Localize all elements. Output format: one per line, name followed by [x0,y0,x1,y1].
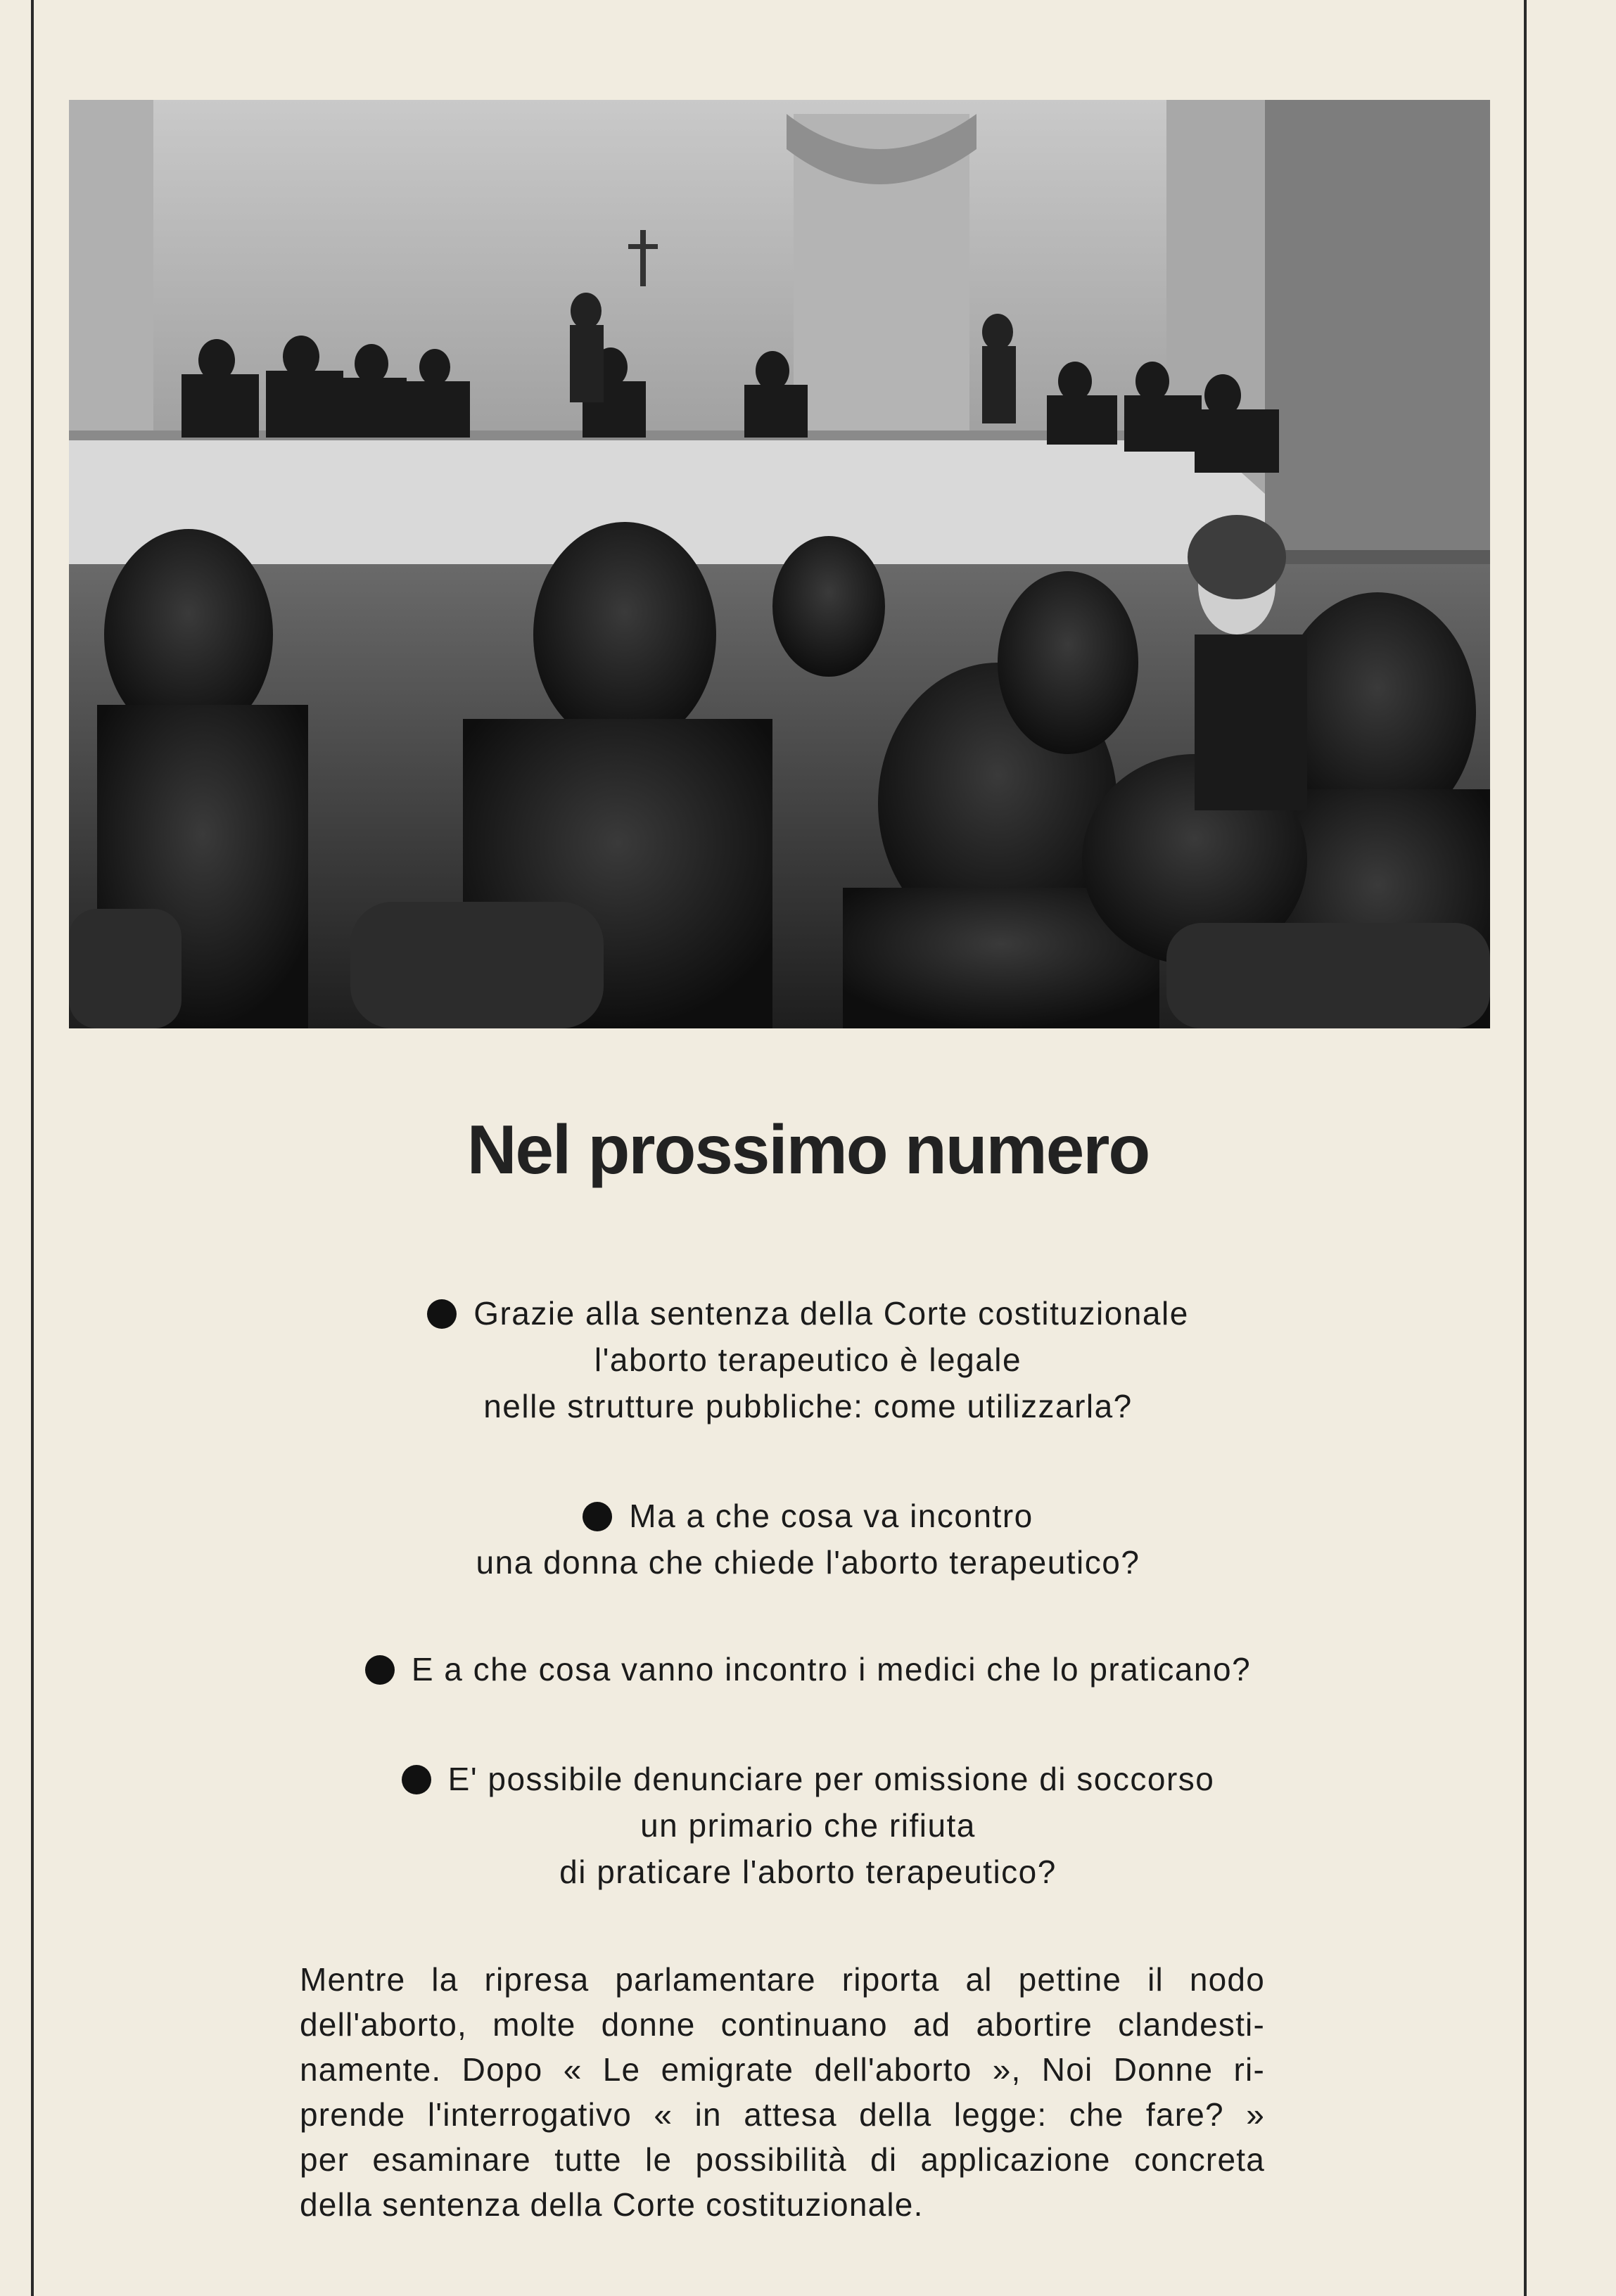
teaser-line: l'aborto terapeutico è legale [594,1341,1022,1378]
bullet-icon [365,1655,395,1685]
teaser-line: Ma a che cosa va incontro [0,1493,1616,1539]
teaser-line: E' possibile denunciare per omissione di soccorso [0,1756,1616,1802]
intro-paragraph [300,1957,1265,2227]
teaser-item-4 [0,1756,1616,1895]
paragraph-line: della sentenza della Corte costituzionale. [300,2186,924,2223]
paragraph-line: per esaminare tutte le possibilità di applicazione concreta [300,2141,1265,2178]
bullet-icon [583,1502,612,1531]
paragraph-line: namente. Dopo « Le emigrate dell'aborto », Noi Donne ri- [300,2051,1265,2088]
teaser-line: E a che cosa vanno incontro i medici che lo praticano? [0,1646,1616,1692]
paragraph-line: Mentre la ripresa parlamentare riporta al pettine il nodo [300,1961,1265,1998]
teaser-line: Grazie alla sentenza della Corte costituzionale [0,1290,1616,1337]
bullet-icon [427,1299,457,1329]
paragraph-line: prende l'interrogativo « in attesa della legge: che fare? » [300,2096,1265,2133]
teaser-line: di praticare l'aborto terapeutico? [559,1854,1057,1890]
bullet-icon [402,1765,431,1794]
teaser-line: un primario che rifiuta [640,1807,976,1844]
teaser-item-3 [0,1646,1616,1692]
teaser-line: una donna che chiede l'aborto terapeutico? [476,1544,1140,1581]
paragraph-line: dell'aborto, molte donne continuano ad abortire clandesti- [300,2006,1265,2043]
teaser-line: nelle strutture pubbliche: come utilizzarla? [483,1388,1133,1424]
courtroom-photo [69,100,1490,1028]
headline: Nel prossimo numero [466,1111,1150,1188]
teaser-item-1 [0,1290,1616,1429]
teaser-item-2 [0,1493,1616,1586]
